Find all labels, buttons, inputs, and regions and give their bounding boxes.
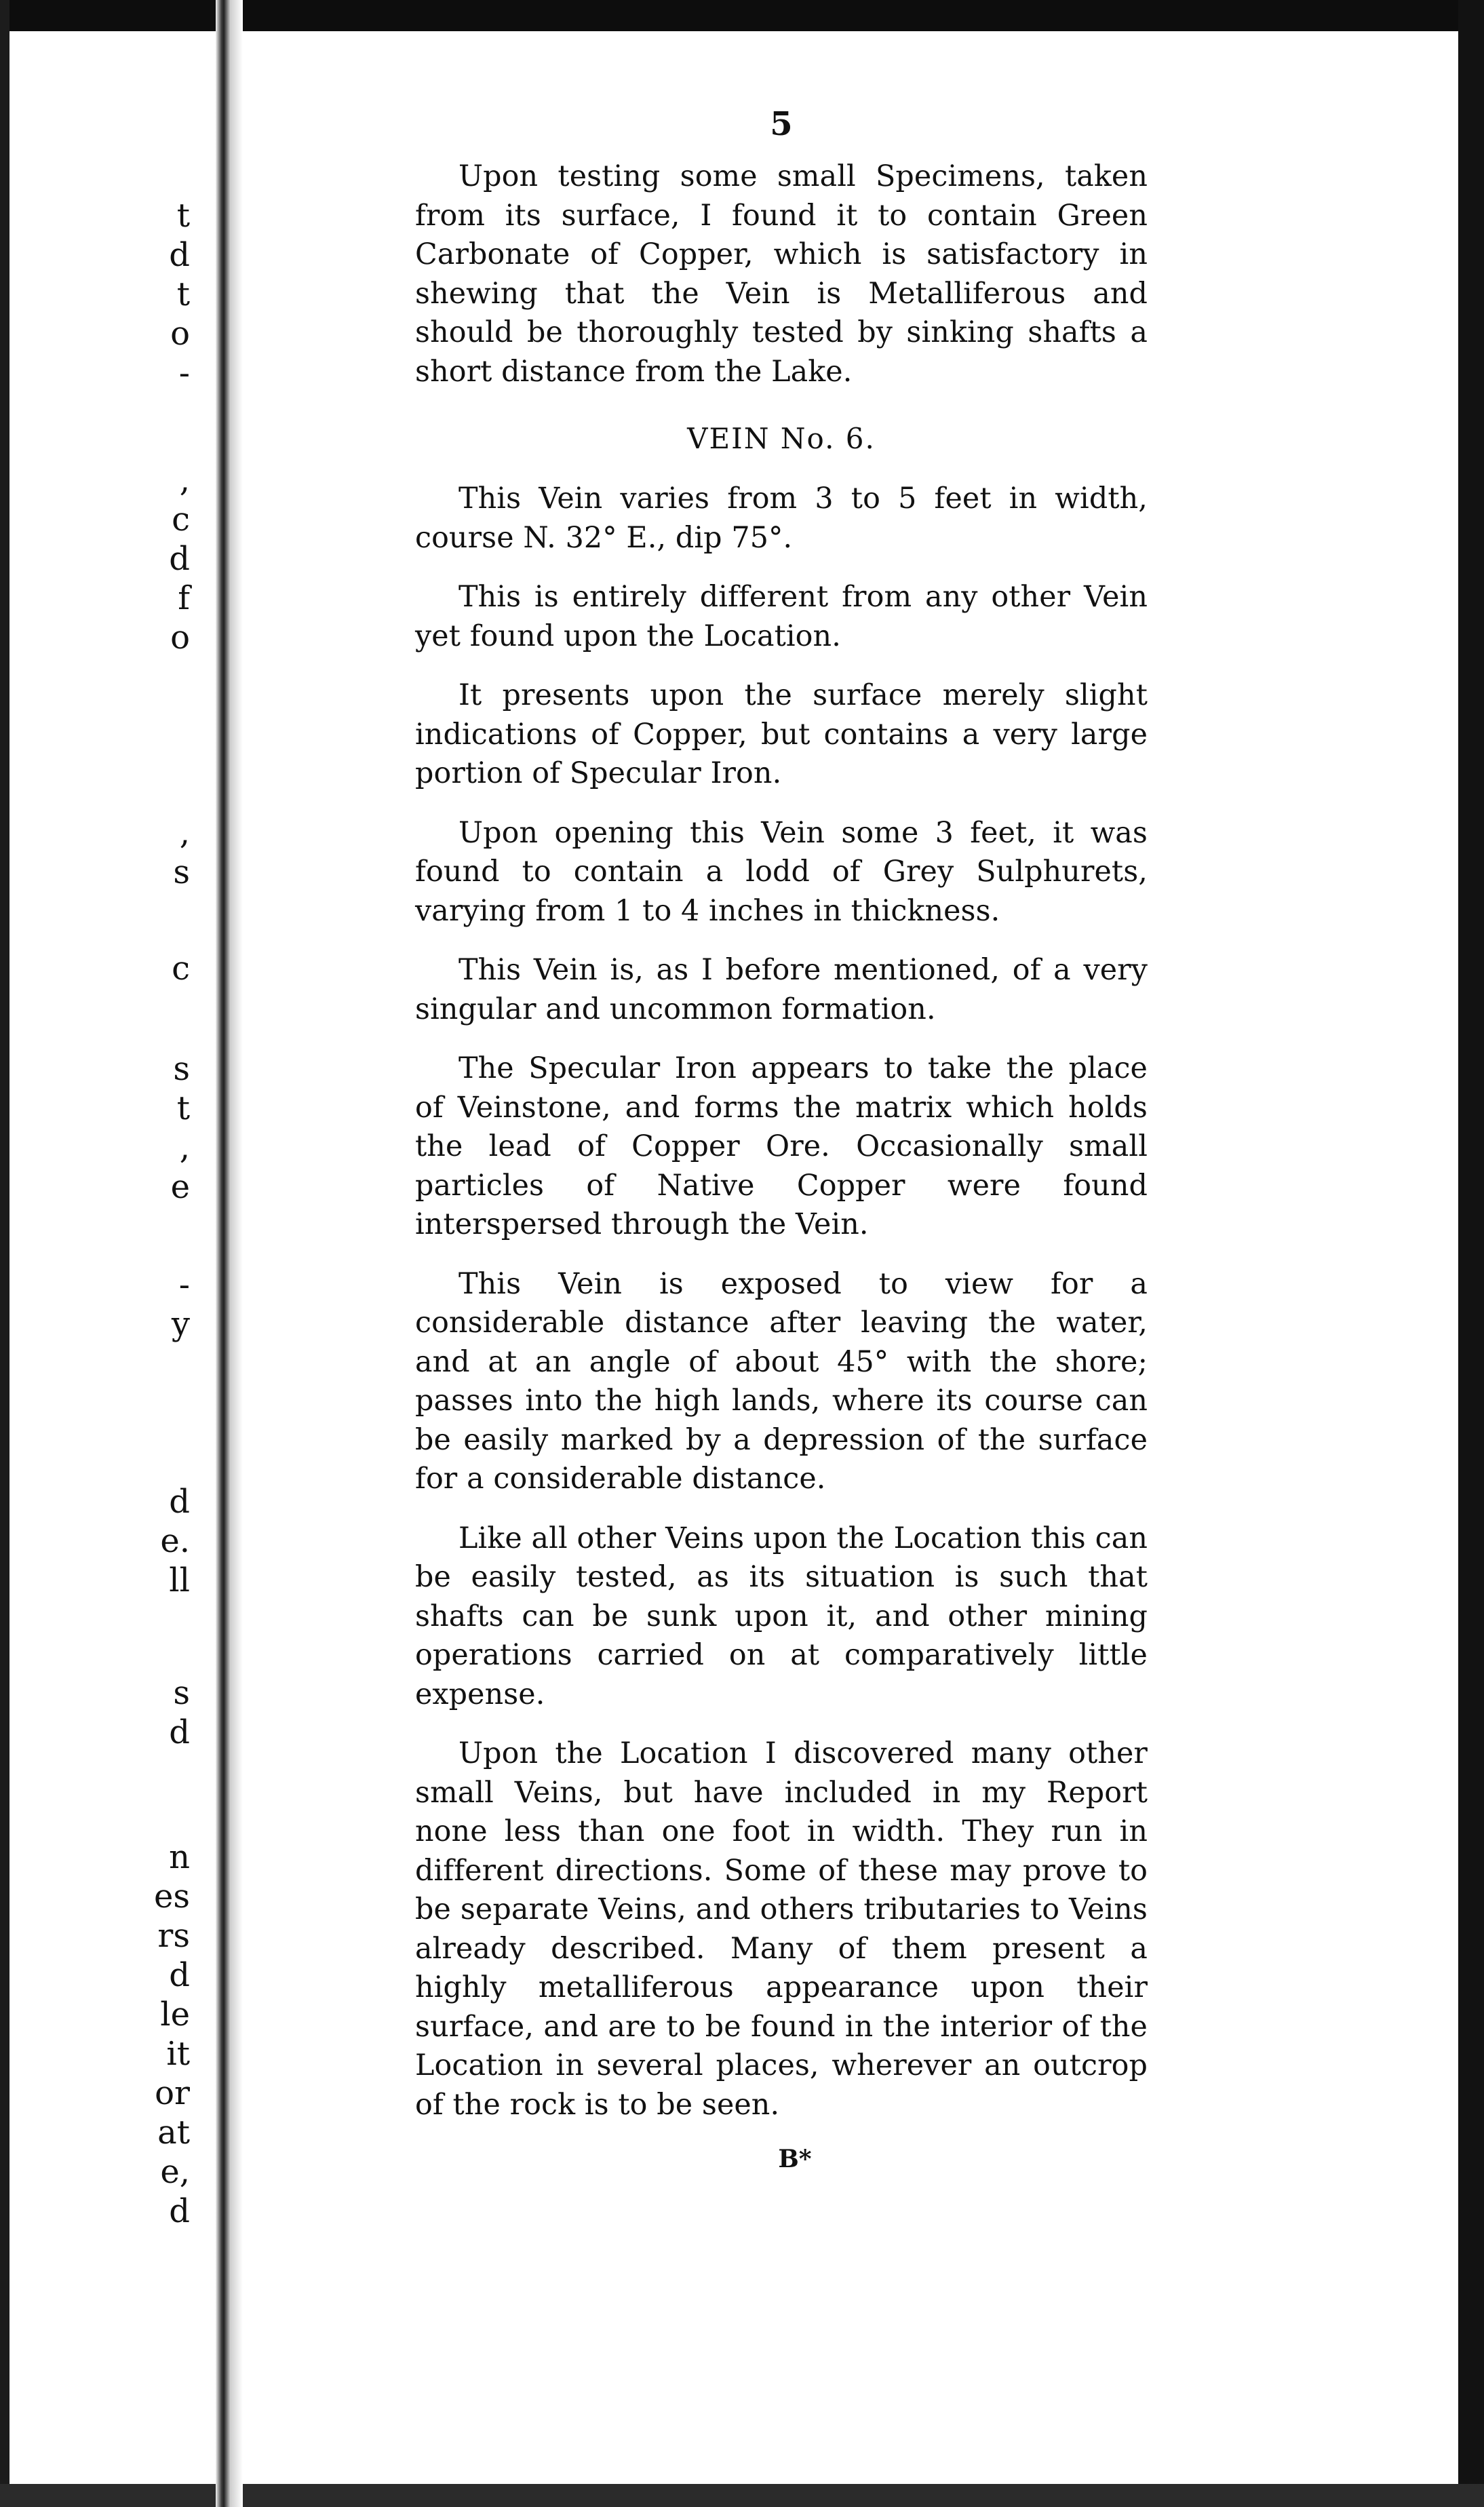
fragment: ,: [179, 461, 190, 499]
paragraph: This Vein is exposed to view for a considerable distance after leaving the water, and at an angle of about 45° with the shore; passes into the high lands, where its course can be easily marked by a depression of the surface for a considerable distance.: [415, 1266, 1148, 1496]
fragment: ,: [179, 1129, 190, 1167]
paragraph: This Vein is, as I before mentioned, of a very singular and uncommon formation.: [415, 953, 1148, 1026]
signature-mark: B*: [778, 2145, 812, 2173]
fragment: c: [172, 501, 190, 539]
section-heading: VEIN No. 6.: [687, 422, 876, 455]
scan-border-right: [1458, 0, 1484, 2507]
fragment: n: [169, 1838, 190, 1876]
fragment: e: [170, 1168, 190, 1206]
paragraph: This Vein varies from 3 to 5 feet in width, course N. 32° E., dip 75°.: [415, 482, 1148, 555]
fragment: le: [160, 1996, 190, 2034]
fragment: t: [176, 197, 190, 235]
fragment: -: [178, 354, 190, 392]
fragment: e,: [160, 2153, 190, 2191]
fragment: d: [169, 540, 190, 578]
fragment: or: [155, 2074, 190, 2112]
fragment: d: [169, 1956, 190, 1994]
fragment: c: [172, 950, 190, 988]
fragment: e.: [160, 1522, 190, 1560]
fragment: at: [157, 2114, 190, 2152]
fragment: s: [173, 1050, 190, 1088]
paragraph: This is entirely different from any other Vein yet found upon the Location.: [415, 580, 1148, 653]
fragment: ,: [179, 814, 190, 852]
book-gutter: [216, 0, 231, 2507]
fragment: y: [171, 1305, 190, 1343]
scan-border-left: [0, 0, 9, 2507]
fragment: o: [170, 619, 190, 657]
page-content: [415, 94, 1148, 2173]
fragment: s: [173, 853, 190, 891]
fragment: es: [153, 1878, 190, 1916]
paragraph: Upon opening this Vein some 3 feet, it was found to contain a lodd of Grey Sulphurets, varying from 1 to 4 inches in thickness.: [415, 815, 1148, 928]
fragment: o: [170, 315, 190, 353]
fragment: ll: [169, 1561, 190, 1599]
page-number: 5: [770, 105, 793, 143]
paragraph: Upon the Location I discovered many other small Veins, but have included in my Report none less than one foot in width. They run in different directions. Some of these may prove to be separate Veins, and others tributaries to Veins already described. Many of them present a highly metalliferous appearance upon their surface, and are to be found in the interior of the Location in several places, wherever an outcrop of the rock is to be seen.: [415, 1736, 1148, 2122]
fragment: f: [178, 579, 190, 617]
fragment: s: [173, 1674, 190, 1712]
fragment: d: [169, 1713, 190, 1751]
fragment: d: [169, 236, 190, 274]
paragraph: The Specular Iron appears to take the place of Veinstone, and forms the matrix which holds the lead of Copper Ore. Occasionally small particles of Native Copper were found interspersed through the Vein.: [415, 1051, 1148, 1241]
fragment: d: [169, 2192, 190, 2230]
facing-page-fragments: [20, 0, 190, 2507]
fragment: -: [178, 1266, 190, 1304]
fragment: rs: [157, 1917, 190, 1955]
paragraph: Upon testing some small Specimens, taken from its surface, I found it to contain Green Carbonate of Copper, which is satisfactory in shewing that the Vein is Metalliferous and should be thoroughly tested by sinking shafts a short distance from the Lake.: [415, 159, 1148, 389]
fragment: t: [176, 1089, 190, 1127]
fragment: d: [169, 1483, 190, 1521]
page-shadow: [231, 0, 243, 2507]
fragment: t: [176, 275, 190, 313]
fragment: it: [166, 2035, 190, 2073]
paragraph: It presents upon the surface merely slight indications of Copper, but contains a very large portion of Specular Iron.: [415, 678, 1148, 790]
paragraph: Like all other Veins upon the Location this can be easily tested, as its situation is such that shafts can be sunk upon it, and other mining operations carried on at comparatively little expense.: [415, 1521, 1148, 1711]
